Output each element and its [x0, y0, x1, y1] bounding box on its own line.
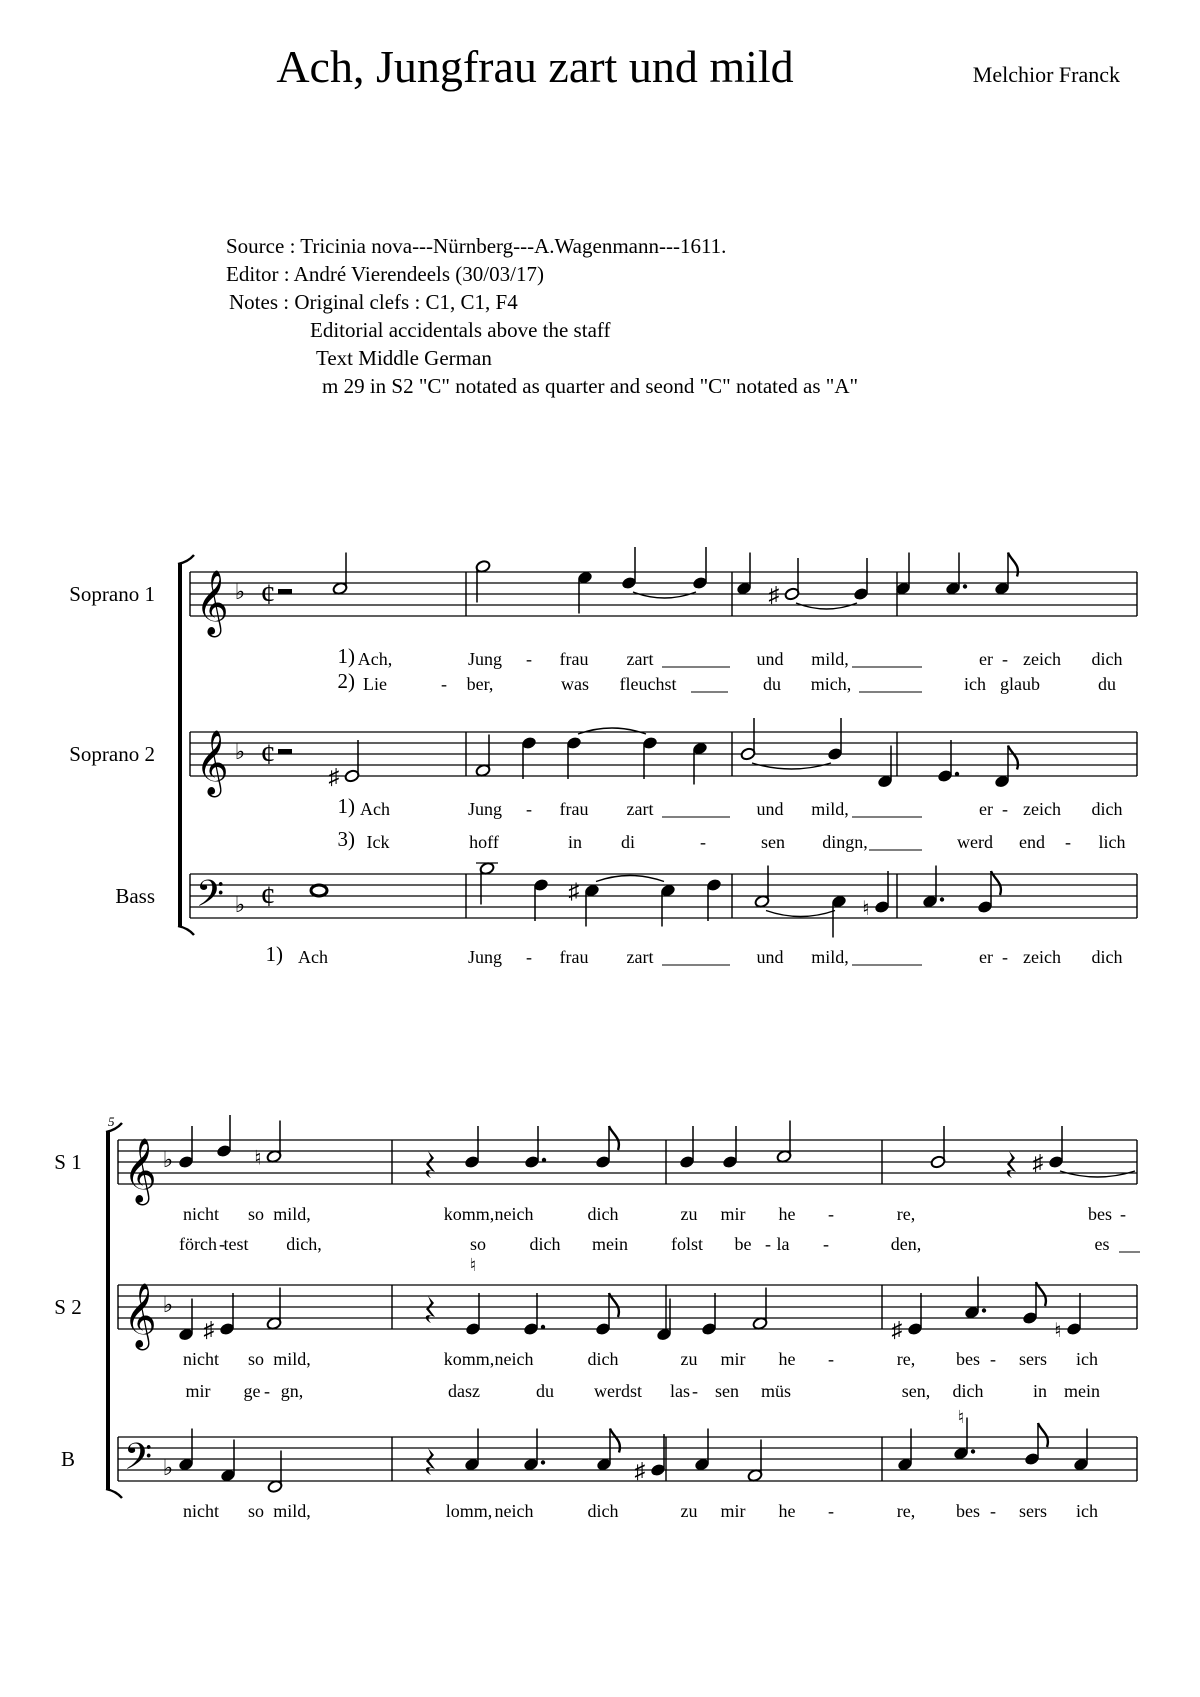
lyric-syllable: -	[264, 1381, 270, 1401]
page-title: Ach, Jungfrau zart und mild	[276, 41, 794, 92]
lyric-syllable: dich	[587, 1204, 619, 1224]
lyric-syllable: di	[620, 832, 636, 852]
lyric-syllable: ich	[1076, 1349, 1098, 1369]
lyric-syllable: dich	[1091, 947, 1123, 967]
lyric-syllable: re,	[896, 1349, 916, 1369]
lyric-syllable: hoff	[469, 832, 499, 852]
augmentation-dot	[963, 584, 967, 588]
lyric-syllable: werdst	[594, 1381, 642, 1401]
lyric-syllable: test	[223, 1234, 249, 1254]
lyric-syllable: mild,	[273, 1349, 311, 1369]
lyric-syllable: lomm,	[445, 1501, 493, 1521]
lyric-syllable: re,	[896, 1204, 916, 1224]
quarter-rest	[1007, 1151, 1016, 1178]
lyric-syllable: nicht	[183, 1204, 219, 1224]
lyric-syllable: -	[692, 1381, 698, 1401]
treble-clef-icon: 𝄞	[195, 732, 229, 794]
eighth-flag	[610, 1429, 620, 1453]
staff-name: S 2	[54, 1295, 82, 1319]
lyric-syllable: neich	[494, 1204, 534, 1224]
lyric-syllable: -	[828, 1204, 834, 1224]
lyric-syllable: dich	[1091, 649, 1123, 669]
editorial-natural: ♮	[957, 1407, 965, 1427]
lyric-syllable: Ick	[366, 832, 390, 852]
lyric-syllable: -	[1065, 832, 1071, 852]
lyric-syllable: komm,	[443, 1349, 495, 1369]
verse-number: 1)	[337, 644, 355, 668]
lyric-syllable: mild,	[811, 799, 849, 819]
sharp-accidental: ♯	[328, 764, 340, 789]
lyric-syllable: sen	[715, 1381, 739, 1401]
lyric-syllable: re,	[896, 1501, 916, 1521]
source-line: Source : Tricinia nova---Nürnberg---A.Wagenmann---1611.	[226, 234, 727, 258]
key-flat-icon: ♭	[162, 1292, 174, 1317]
tie	[596, 876, 664, 882]
lyric-syllable: lich	[1098, 832, 1126, 852]
quarter-rest	[426, 1448, 435, 1475]
lyric-syllable: -	[526, 799, 532, 819]
lyric-syllable: in	[1032, 1381, 1048, 1401]
staff-name: B	[60, 1447, 76, 1471]
lyric-syllable: zeich	[1023, 947, 1061, 967]
lyric-syllable: -	[526, 947, 532, 967]
lyric-syllable: du	[1098, 674, 1116, 694]
lyric-syllable: und	[756, 799, 784, 819]
lyric-syllable: -	[441, 674, 447, 694]
notes-line-clefs: Notes : Original clefs : C1, C1, F4	[229, 290, 518, 314]
lyric-syllable: zart	[626, 799, 654, 819]
key-flat-icon: ♭	[234, 579, 246, 604]
bass-clef-icon: 𝄢	[195, 874, 225, 923]
lyric-syllable: mein	[1064, 1381, 1100, 1401]
lyric-syllable: -	[828, 1501, 834, 1521]
lyric-syllable: -	[1002, 947, 1008, 967]
lyric-syllable: bes	[1088, 1204, 1112, 1224]
eighth-flag	[1008, 746, 1018, 770]
lyric-syllable: sen	[761, 832, 785, 852]
lyric-syllable: gn,	[280, 1381, 304, 1401]
lyric-syllable: mir	[720, 1204, 746, 1224]
notes-line-accidentals: Editorial accidentals above the staff	[310, 318, 611, 342]
lyric-syllable: he	[778, 1204, 796, 1224]
lyric-syllable: sers	[1019, 1349, 1047, 1369]
augmentation-dot	[541, 1325, 545, 1329]
half-rest	[278, 589, 292, 594]
lyric-syllable: Ach,	[357, 649, 393, 669]
lyric-syllable: he	[778, 1501, 796, 1521]
composer-name: Melchior Franck	[972, 62, 1120, 87]
lyric-syllable: zart	[626, 947, 654, 967]
lyric-syllable: mir	[720, 1501, 746, 1521]
lyric-syllable: dasz	[448, 1381, 480, 1401]
lyric-syllable: -	[990, 1501, 996, 1521]
sharp-accidental: ♯	[568, 878, 580, 904]
lyric-syllable: so	[469, 1234, 487, 1254]
treble-clef-icon: 𝄞	[123, 1285, 157, 1347]
lyric-syllable: dich	[529, 1234, 561, 1254]
lyric-syllable: dich	[587, 1501, 619, 1521]
staff-name: S 1	[54, 1150, 82, 1174]
lyric-syllable: folst	[670, 1234, 704, 1254]
lyric-syllable: förch	[179, 1234, 217, 1254]
lyric-syllable: Lie	[363, 674, 387, 694]
bracket-hook-top	[178, 555, 194, 564]
staff-name: Soprano 2	[69, 742, 155, 766]
tie	[766, 911, 835, 917]
natural-accidental: ♮	[1054, 1320, 1062, 1342]
tie	[796, 603, 857, 609]
lyric-syllable: ich	[1076, 1501, 1098, 1521]
tie	[752, 763, 831, 769]
lyric-syllable: bes	[956, 1349, 980, 1369]
lyric-syllable: -	[823, 1234, 829, 1254]
lyric-syllable: glaub	[1000, 674, 1040, 694]
bass-clef-icon: 𝄢	[123, 1437, 153, 1486]
staff-name: Soprano 1	[69, 582, 155, 606]
notes-line-m29: m 29 in S2 "C" notated as quarter and seond "C" notated as "A"	[322, 374, 859, 398]
notes-line-text: Text Middle German	[316, 346, 492, 370]
lyric-syllable: zart	[626, 649, 654, 669]
lyric-syllable: -	[1002, 799, 1008, 819]
lyric-syllable: du	[763, 674, 781, 694]
lyric-syllable: zeich	[1023, 649, 1061, 669]
natural-accidental: ♮	[862, 898, 870, 920]
eighth-flag	[1008, 553, 1018, 577]
lyric-syllable: ber,	[466, 674, 494, 694]
key-flat-icon: ♭	[234, 739, 246, 764]
augmentation-dot	[971, 1449, 975, 1453]
lyric-syllable: dich,	[286, 1234, 322, 1254]
lyric-syllable: sers	[1019, 1501, 1047, 1521]
lyric-syllable: müs	[760, 1381, 792, 1401]
sharp-accidental: ♯	[891, 1317, 903, 1342]
quarter-rest	[426, 1151, 435, 1178]
sharp-accidental: ♯	[203, 1317, 215, 1342]
half-rest	[278, 749, 292, 754]
lyric-syllable: er	[979, 947, 993, 967]
augmentation-dot	[541, 1460, 545, 1464]
time-signature: ¢	[260, 578, 276, 611]
lyric-syllable: du	[536, 1381, 554, 1401]
lyric-syllable: Jung	[467, 799, 503, 819]
lyric-syllable: -	[219, 1234, 225, 1254]
lyric-syllable: er	[979, 799, 993, 819]
eighth-flag	[609, 1126, 619, 1150]
lyric-syllable: dich	[587, 1349, 619, 1369]
lyric-syllable: dingn,	[822, 832, 868, 852]
natural-accidental: ♮	[254, 1147, 262, 1170]
lyric-syllable: es	[1094, 1234, 1110, 1254]
lyric-syllable: und	[756, 649, 784, 669]
lyric-syllable: -	[990, 1349, 996, 1369]
lyric-syllable: Ach	[360, 799, 390, 819]
augmentation-dot	[542, 1158, 546, 1162]
augmentation-dot	[982, 1308, 986, 1312]
key-flat-icon: ♭	[234, 892, 246, 917]
lyric-syllable: in	[567, 832, 583, 852]
lyric-syllable: so	[247, 1501, 265, 1521]
lyric-syllable: -	[828, 1349, 834, 1369]
whole-note	[311, 885, 327, 896]
key-flat-icon: ♭	[162, 1455, 174, 1480]
lyric-syllable: -	[700, 832, 706, 852]
lyric-syllable: neich	[494, 1349, 534, 1369]
lyric-syllable: mir	[185, 1381, 211, 1401]
lyric-syllable: nicht	[183, 1349, 219, 1369]
lyric-syllable: ich	[964, 674, 986, 694]
lyric-syllable: end	[1019, 832, 1045, 852]
measure-number: 5	[108, 1114, 115, 1129]
lyric-syllable: er	[979, 649, 993, 669]
lyric-syllable: mild,	[811, 649, 849, 669]
lyric-syllable: mild,	[811, 947, 849, 967]
lyric-syllable: -	[1120, 1204, 1126, 1224]
lyric-syllable: -	[526, 649, 532, 669]
lyric-syllable: zu	[680, 1501, 698, 1521]
lyric-syllable: neich	[494, 1501, 534, 1521]
lyric-syllable: be	[734, 1234, 752, 1254]
lyric-syllable: ge	[243, 1381, 261, 1401]
lyric-syllable: was	[561, 674, 589, 694]
verse-number: 2)	[337, 669, 355, 693]
lyric-syllable: nicht	[183, 1501, 219, 1521]
lyric-syllable: zu	[680, 1349, 698, 1369]
lyric-syllable: la	[776, 1234, 790, 1254]
lyric-syllable: mild,	[273, 1501, 311, 1521]
key-flat-icon: ♭	[162, 1147, 174, 1172]
sharp-accidental: ♯	[1032, 1150, 1044, 1175]
lyric-syllable: bes	[956, 1501, 980, 1521]
lyric-syllable: frau	[559, 799, 589, 819]
augmentation-dot	[955, 772, 959, 776]
bracket-hook-bottom	[178, 926, 194, 935]
lyric-syllable: dich	[1091, 799, 1123, 819]
verse-number: 1)	[265, 942, 283, 966]
lyric-syllable: zeich	[1023, 799, 1061, 819]
lyric-syllable: mich,	[810, 674, 852, 694]
bracket-hook-bottom	[106, 1489, 122, 1498]
staff-name: Bass	[115, 884, 155, 908]
lyric-syllable: mir	[720, 1349, 746, 1369]
eighth-flag	[1038, 1423, 1048, 1447]
lyric-syllable: den,	[890, 1234, 922, 1254]
lyric-syllable: fleuchst	[619, 674, 677, 694]
lyric-syllable: mild,	[273, 1204, 311, 1224]
tie	[1060, 1171, 1135, 1177]
lyric-syllable: -	[1002, 649, 1008, 669]
lyric-syllable: las	[670, 1381, 690, 1401]
lyric-syllable: frau	[559, 947, 589, 967]
lyric-syllable: Jung	[467, 649, 503, 669]
lyric-syllable: werd	[957, 832, 993, 852]
time-signature: ¢	[260, 738, 276, 771]
lyric-syllable: he	[778, 1349, 796, 1369]
lyric-syllable: dich	[952, 1381, 984, 1401]
tie	[633, 592, 696, 598]
lyric-syllable: zu	[680, 1204, 698, 1224]
lyric-syllable: mein	[592, 1234, 628, 1254]
sharp-accidental: ♯	[768, 582, 780, 607]
treble-clef-icon: 𝄞	[195, 572, 229, 634]
lyric-syllable: so	[247, 1349, 265, 1369]
tie	[578, 728, 646, 734]
treble-clef-icon: 𝄞	[123, 1140, 157, 1202]
lyric-syllable: sen,	[901, 1381, 931, 1401]
lyric-syllable: Ach	[298, 947, 328, 967]
quarter-rest	[426, 1296, 435, 1323]
verse-number: 3)	[337, 827, 355, 851]
verse-number: 1)	[337, 794, 355, 818]
lyric-syllable: Jung	[467, 947, 503, 967]
lyric-syllable: -	[765, 1234, 771, 1254]
lyric-syllable: frau	[559, 649, 589, 669]
time-signature: ¢	[260, 880, 276, 913]
lyric-syllable: und	[756, 947, 784, 967]
editor-line: Editor : André Vierendeels (30/03/17)	[226, 262, 544, 286]
lyric-syllable: so	[247, 1204, 265, 1224]
lyric-syllable: komm,	[443, 1204, 495, 1224]
editorial-natural: ♮	[469, 1255, 477, 1275]
sharp-accidental: ♯	[634, 1458, 646, 1483]
augmentation-dot	[940, 897, 944, 901]
